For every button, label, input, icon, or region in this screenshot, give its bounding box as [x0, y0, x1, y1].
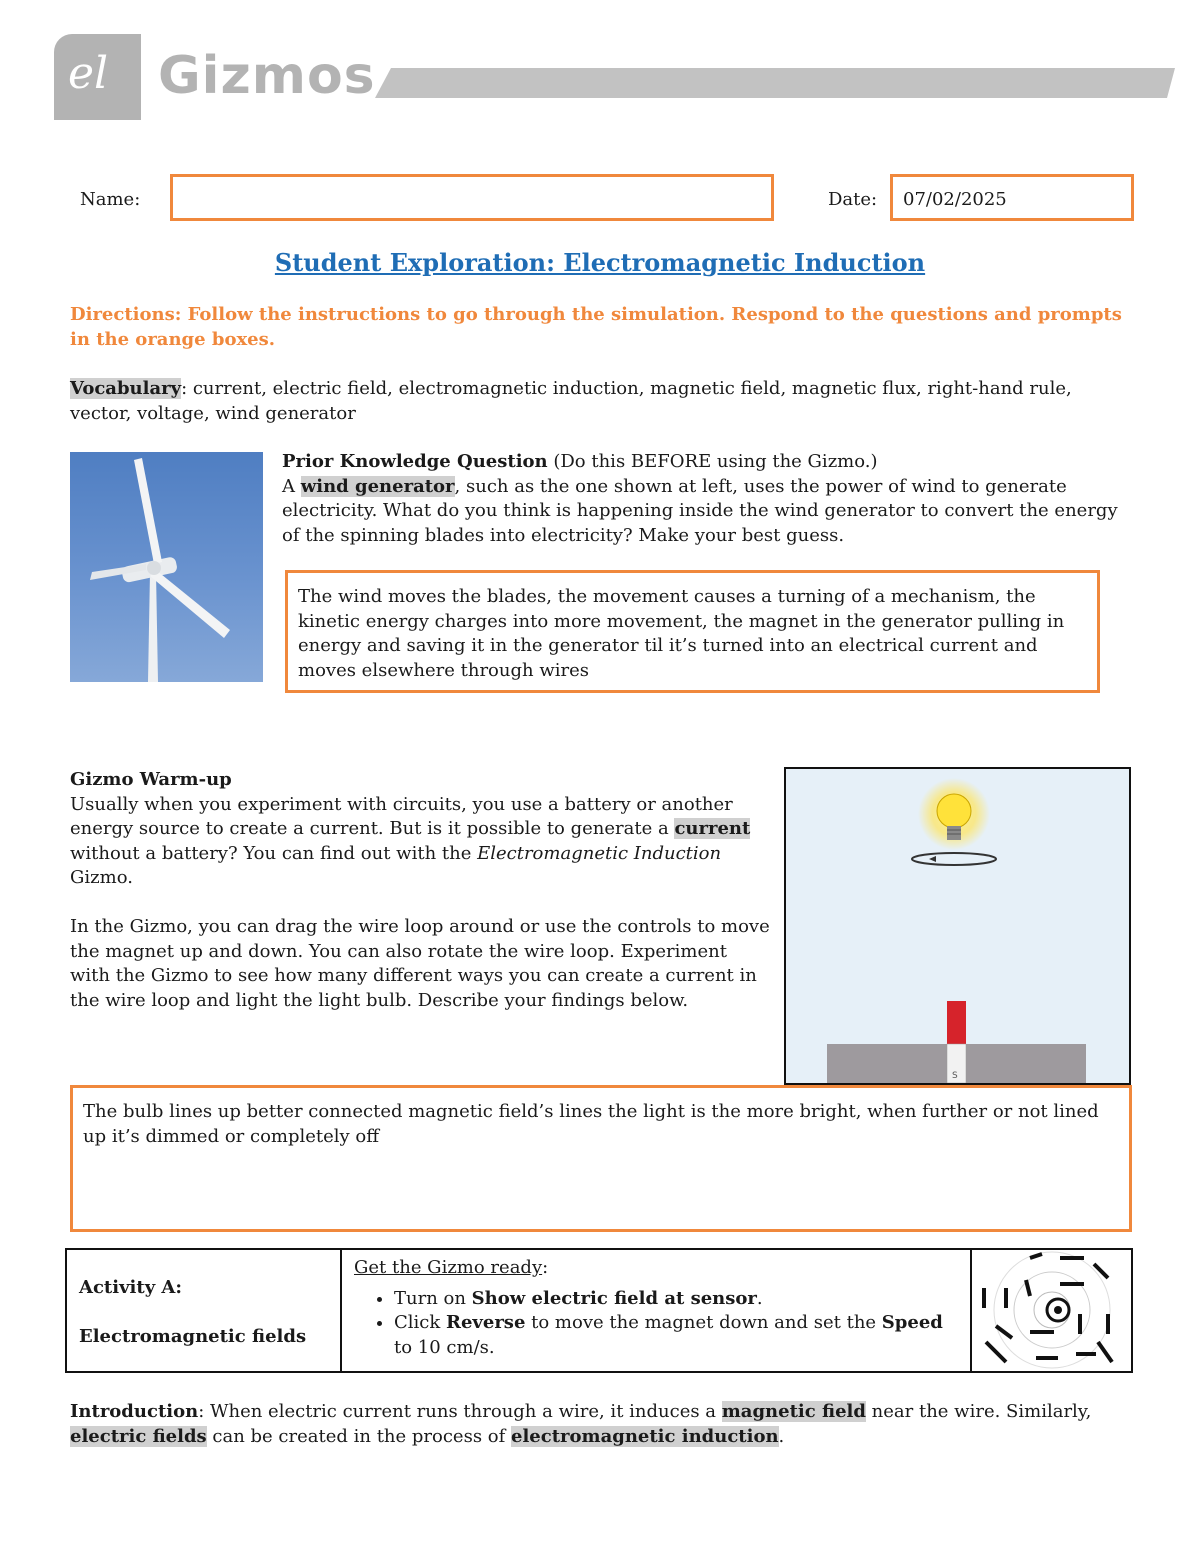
vocabulary-terms: : current, electric field, electromagnetic induction, magnetic field, magnetic flux, right-hand rule, vector, voltage, wind generator: [70, 378, 1072, 424]
intro-t1: : When electric current runs through a wire, it induces a: [198, 1401, 722, 1422]
step-1: • Turn on Show electric field at sensor.: [394, 1287, 958, 1312]
warmup-section: [70, 768, 770, 1013]
date-label: Date:: [828, 189, 878, 210]
gizmos-logo-badge: [54, 34, 141, 120]
warmup-p1-c: Gizmo.: [70, 867, 133, 888]
gizmo-ready-heading: [354, 1256, 958, 1281]
gizmo-ready-colon: :: [542, 1257, 549, 1278]
current-term: current: [674, 818, 751, 839]
activity-table: [65, 1248, 1133, 1373]
warmup-p1-b: without a battery? You can find out with the: [70, 842, 478, 864]
name-field[interactable]: [170, 174, 774, 221]
intro-t2: near the wire. Similarly,: [865, 1401, 1092, 1422]
step-2: • Click Reverse to move the magnet down and set the Speed to 10 cm/s.: [394, 1311, 958, 1360]
warmup-paragraph-1: [70, 793, 770, 891]
header-bar: [375, 68, 1175, 98]
name-label: Name:: [80, 189, 141, 210]
vocabulary: [70, 377, 1130, 426]
warmup-paragraph-2: In the Gizmo, you can drag the wire loop around or use the controls to move the magnet up and down. You can also rotate the wire loop. Experiment with the Gizmo to see how many different ways you can create a current in the wire loop and light the light bulb. Describe your findings below.: [70, 916, 770, 1011]
prior-knowledge-question: [282, 450, 1134, 548]
gizmo-name: Electromagnetic Induction: [477, 842, 722, 864]
warmup-p1-a: Usually when you experiment with circuits, you use a battery or another energy source to create a current. But is it possible to generate a: [70, 793, 733, 839]
light-bulb-icon: [918, 778, 990, 850]
vocabulary-label: Vocabulary: [70, 378, 182, 399]
wind-generator-term: wind generator: [300, 475, 455, 497]
prior-knowledge-answer: The wind moves the blades, the movement causes a turning of a mechanism, the kinetic energy charges into more movement, the magnet in the generator pulling in energy and saving it in the generator til it’s turned into an electrical current and moves elsewhere through wires: [298, 586, 1065, 681]
electric-field-image: [972, 1250, 1130, 1371]
introduction: [70, 1400, 1132, 1449]
wind-turbine-image: [70, 452, 263, 682]
prior-knowledge-heading: Prior Knowledge Question: [282, 451, 548, 472]
electric-fields-term: electric fields: [70, 1425, 207, 1447]
prior-text-a: A: [282, 475, 301, 497]
magnetic-field-term: magnetic field: [721, 1401, 866, 1422]
page-title: Student Exploration: Electromagnetic Induction: [274, 248, 926, 277]
electromagnetic-induction-term: electromagnetic induction: [511, 1425, 779, 1447]
prior-knowledge-note: (Do this BEFORE using the Gizmo.): [547, 451, 878, 472]
activity-instructions-cell: [342, 1250, 972, 1371]
date-field[interactable]: [890, 174, 1134, 221]
introduction-label: Introduction: [70, 1401, 199, 1422]
activity-steps: [354, 1287, 958, 1361]
brand-name: Gizmos: [158, 46, 376, 106]
warmup-answer-box[interactable]: [70, 1085, 1132, 1232]
intro-t4: .: [778, 1425, 785, 1447]
prior-text-b: , such as the one shown at left, uses the power of wind to generate electricity. What do you think is happening inside the wind generator to convert the energy of the spinning blades into electricity? Make your best guess.: [282, 475, 1118, 546]
simulation-drawing: [786, 769, 1129, 1083]
logo-glyph: el: [68, 48, 109, 99]
prior-knowledge-answer-box[interactable]: [285, 570, 1100, 693]
date-value: 07/02/2025: [903, 189, 1007, 210]
bar-magnet[interactable]: [827, 1001, 1086, 1083]
wire-loop-icon[interactable]: [912, 853, 996, 865]
activity-label-2: Electromagnetic fields: [79, 1326, 307, 1347]
activity-label-1: Activity A:: [79, 1277, 183, 1298]
magnet-pole-label: S: [952, 1071, 958, 1081]
gizmo-simulation-image: [784, 767, 1131, 1085]
activity-label-cell: [67, 1250, 342, 1371]
gizmo-ready-text: Get the Gizmo ready: [354, 1257, 543, 1278]
turbine-icon: [70, 452, 263, 682]
warmup-heading: Gizmo Warm-up: [70, 769, 232, 790]
electric-field-arrows-icon: [972, 1250, 1130, 1370]
intro-t3: can be created in the process of: [206, 1425, 512, 1447]
directions: Directions: Follow the instructions to go through the simulation. Respond to the questions and prompts in the orange boxes.: [70, 304, 1122, 350]
warmup-answer: The bulb lines up better connected magnetic field’s lines the light is the more bright, when further or not lined up it’s dimmed or completely off: [83, 1101, 1099, 1147]
